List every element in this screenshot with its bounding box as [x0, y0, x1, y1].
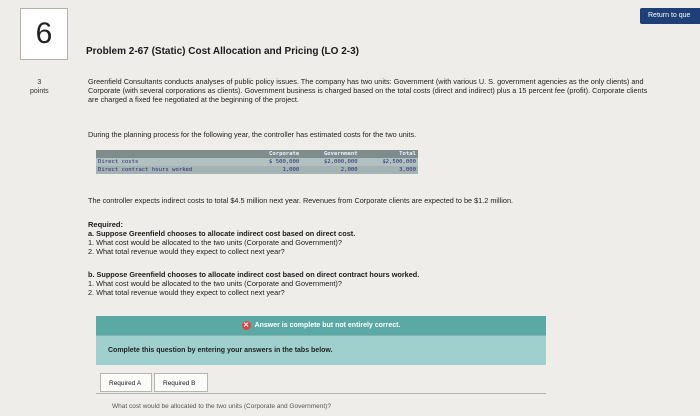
required-a2: 2. What total revenue would they expect to collect next year? — [88, 247, 285, 256]
answer-status-bar — [96, 316, 546, 335]
table-cell: $2,000,000 — [301, 158, 359, 166]
required-b2: 2. What total revenue would they expect to collect next year? — [88, 288, 285, 297]
close-circle-icon: ✕ — [243, 321, 249, 329]
table-header: Corporate — [248, 150, 301, 158]
required-a-intro: a. Suppose Greenfield chooses to allocate indirect cost based on direct cost. — [88, 229, 356, 238]
instruction-bar: Complete this question by entering your answers in the tabs below. — [96, 335, 546, 365]
table-cell: $2,500,000 — [360, 158, 418, 166]
tab-required-a[interactable]: Required A — [100, 373, 152, 392]
points-value: 3 — [37, 79, 42, 86]
table-cell: 1,000 — [248, 166, 301, 174]
required-a1: 1. What cost would be allocated to the two units (Corporate and Government)? — [88, 238, 342, 247]
question-number: 6 — [20, 8, 68, 60]
table-header: Government — [301, 150, 359, 158]
answer-status-text: Answer is complete but not entirely correct. — [254, 322, 401, 329]
required-heading: Required: — [88, 220, 124, 229]
cutoff-question-text: What cost would be allocated to the two units (Corporate and Government)? — [112, 403, 331, 410]
tab-strip — [96, 373, 546, 394]
table-row — [96, 158, 418, 166]
points-badge — [30, 78, 49, 96]
table-cell: Direct costs — [96, 158, 248, 166]
table-cell: 2,000 — [301, 166, 359, 174]
table-row — [96, 166, 418, 174]
points-label: points — [30, 88, 49, 95]
cost-table — [96, 150, 418, 174]
expects-paragraph: The controller expects indirect costs to total $4.5 million next year. Revenues from Corporate clients are expected to be $1.2 million. — [88, 196, 514, 205]
table-header: Total — [360, 150, 418, 158]
required-b-intro: b. Suppose Greenfield chooses to allocate indirect cost based on direct contract hours worked. — [88, 270, 420, 279]
tab-required-b[interactable]: Required B — [154, 373, 208, 392]
table-cell: Direct contract hours worked — [96, 166, 248, 174]
table-cell: $ 500,000 — [248, 158, 301, 166]
required-b1: 1. What cost would be allocated to the two units (Corporate and Government)? — [88, 279, 342, 288]
intro-paragraph: Greenfield Consultants conducts analyses of public policy issues. The company has two units: Government (with various U. S. government agencies as the only clients) and Corporate (with several corporations as clients). Government business is charged based on the total costs (direct and indirect) plus a 15 percent fee (profit). Corporate clients are charged a fixed fee negotiated at the beginning of the project. — [88, 77, 648, 105]
table-header — [96, 150, 248, 158]
return-button[interactable]: Return to que — [640, 8, 700, 24]
table-cell: 3,000 — [360, 166, 418, 174]
planning-paragraph: During the planning process for the following year, the controller has estimated costs for the two units. — [88, 130, 417, 139]
table-header-row — [96, 150, 418, 158]
problem-title: Problem 2-67 (Static) Cost Allocation and Pricing (LO 2-3) — [86, 46, 360, 57]
